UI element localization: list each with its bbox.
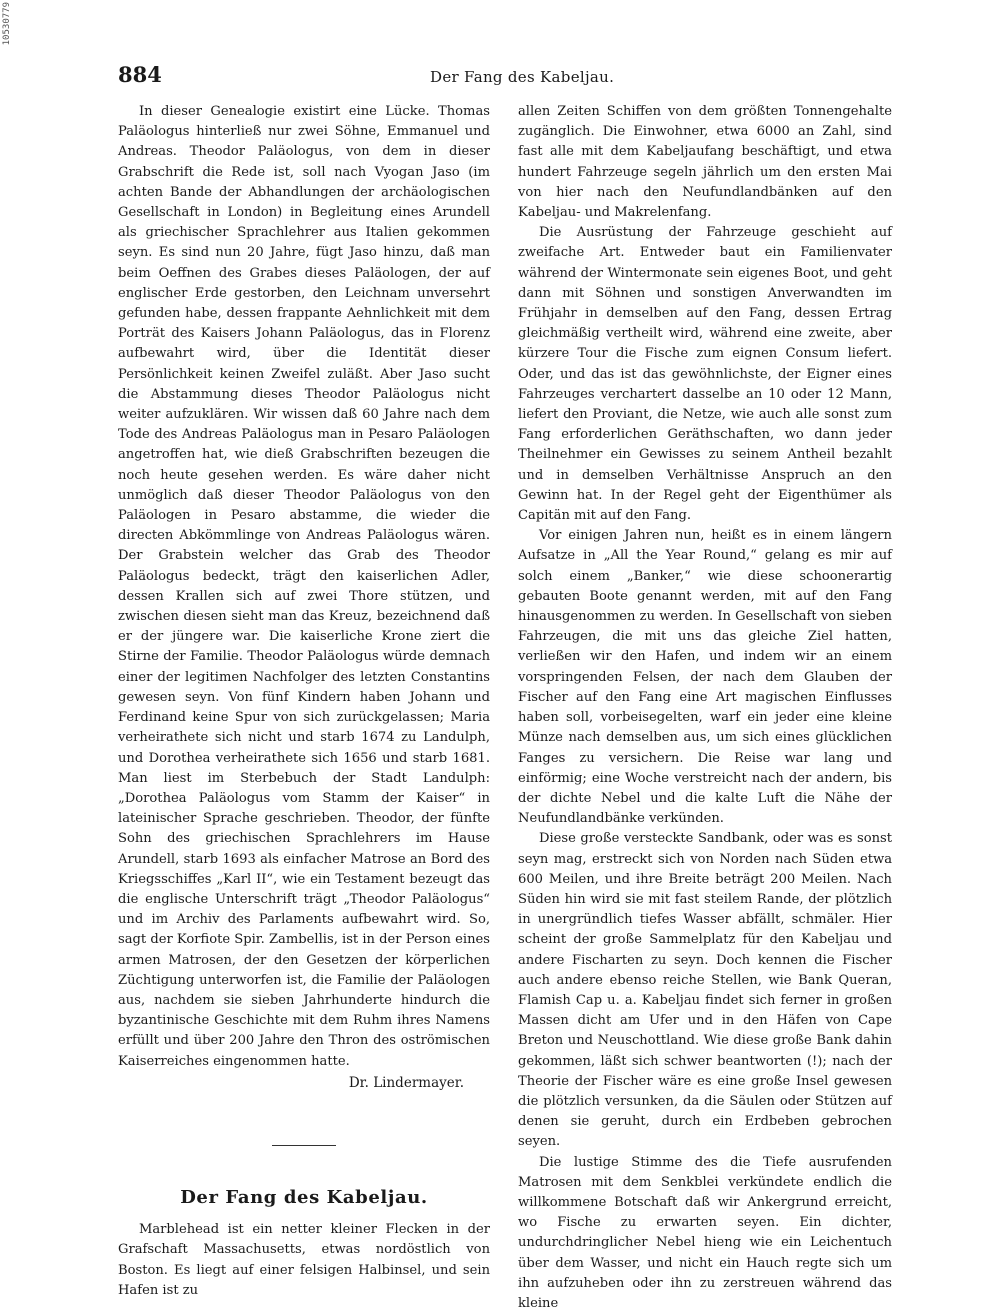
running-title: Der Fang des Kabeljau. bbox=[430, 68, 615, 86]
section-divider bbox=[272, 1145, 336, 1146]
article-title: Der Fang des Kabeljau. bbox=[180, 1186, 428, 1208]
left-paragraph-1: In dieser Genealogie existirt eine Lücke. Thomas Paläologus hinterließ nur zwei Söhne, Emmanuel und Andreas. Theodor Paläologus, von dem in dieser Grabschrift die Rede ist, soll nach Vyogan Jaso (im achten Bande der Abhandlungen der archäologischen Gesellschaft in London) in Begleitung eines Arundell als griechischer Sprachlehrer aus Italien gekommen seyn. Es sind nun 20 Jahre, fügt Jaso hinzu, daß man beim Oeffnen des Grabes dieses Paläologen, der auf englischer Erde gestorben, den Leichnam unversehrt gefunden habe, dessen frappante Aehnlichkeit mit dem Porträt des Kaisers Johann Paläologus, das in Florenz aufbewahrt wird, über die Identität dieser Persönlichkeit keinen Zweifel zuläßt. Aber Jaso sucht die Abstammung dieses Theodor Paläologus nicht weiter aufzuklären. Wir wissen daß 60 Jahre nach dem Tode des Andreas Paläologus man in Pesaro Paläologen angetroffen hat, wie dieß Grabschriften bezeugen die noch heute gesehen werden. Es wäre daher nicht unmöglich daß dieser Theodor Paläologus von den Paläologen in Pesaro abstamme, die wieder die directen Abkömmlinge von Andreas Paläologus wären. Der Grabstein welcher das Grab des Theodor Paläologus bedeckt, trägt den kaiserlichen Adler, dessen Krallen sich auf zwei Thore stützen, und zwischen diesen sieht man das Kreuz, bezeichnend daß er der jüngere war. Die kaiserliche Krone ziert die Stirne der Familie. Theodor Paläologus würde demnach einer der legitimen Nachfolger des letzten Constantins gewesen seyn. Von fünf Kindern haben Johann und Ferdinand keine Spur von sich zurückgelassen; Maria verheirathete sich nicht und starb 1674 zu Landulph, und Dorothea verheirathete sich 1656 und starb 1681. Man liest im Sterbebuch der Stadt Landulph: „Dorothea Paläologus vom Stamm der Kaiser“ in lateinischer Sprache geschrieben. Theodor, der fünfte Sohn des griechischen Sprachlehrers im Hause Arundell, starb 1693 als einfacher Matrose an Bord des Kriegsschiffes „Karl II“, wie ein Testament bezeugt das die englische Unterschrift trägt „Theodor Paläologus“ und im Archiv des Parlaments aufbewahrt wird. So, sagt der Korfiote Spir. Zambellis, ist in der Person eines armen Matrosen, der den Gesetzen der körperlichen Züchtigung unterworfen ist, die Familie der Paläologen aus, nachdem sie sieben Jahrhunderte hindurch die byzantinische Geschichte mit dem Ruhm ihres Namens erfüllt und über 200 Jahre den Thron des oströmischen Kaiserreiches eingenommen hatte. bbox=[118, 104, 490, 1069]
right-paragraph-3: Vor einigen Jahren nun, heißt es in einem längern Aufsatze in „All the Year Round,“ gelang es mir auf solch einem „Banker,“ wie diese schoonerartig gebauten Boote genannt werden, mit auf den Fang hinausgenommen zu werden. In Gesellschaft von sieben Fahrzeugen, die mit uns das gleiche Ziel hatten, verließen wir den Hafen, und indem wir an einem vorspringenden Felsen, der nach dem Glauben der Fischer auf den Fang eine Art magischen Einflusses haben soll, vorbeisegelten, warf ein jeder eine kleine Münze nach demselben aus, um sich eines glücklichen Fanges zu versichern. Die Reise war lang und einförmig; eine Woche verstreicht nach der andern, bis der dichte Nebel und die kalte Luft die Nähe der Neufundlandbänke verkünden. bbox=[518, 528, 892, 827]
left-column bbox=[118, 102, 490, 1301]
right-paragraph-5: Die lustige Stimme des die Tiefe ausrufenden Matrosen mit dem Senkblei verkündete endlich die willkommene Botschaft daß wir Ankergrund erreicht, wo Fische zu erwarten seyen. Ein dichter, undurchdringlicher Nebel hieng wie ein Leichentuch über dem Wasser, und nicht ein Hauch regte sich um ihn aufzuheben oder ihn zu zerstreuen während das kleine bbox=[518, 1154, 892, 1311]
right-paragraph-1: allen Zeiten Schiffen von dem größten Tonnengehalte zugänglich. Die Einwohner, etwa 6000 an Zahl, sind fast alle mit dem Kabeljaufang beschäftigt, und etwa hundert Fahrzeuge segeln jährlich um den ersten Mai von hier nach den Neufundlandbänken auf den Kabeljau- und Makrelenfang. bbox=[518, 104, 892, 221]
scan-id: 10530779 bbox=[2, 2, 12, 46]
right-paragraph-4: Diese große versteckte Sandbank, oder was es sonst seyn mag, erstreckt sich von Norden nach Süden etwa 600 Meilen, und ihre Breite beträgt 200 Meilen. Nach Süden hin wird sie mit fast steilem Rande, der plötzlich in unergründlich tiefes Wasser abfällt, schmäler. Hier scheint der große Sammelplatz für den Kabeljau und andere Fischarten zu seyn. Doch kennen die Fischer auch andere ebenso reiche Stellen, wie Bank Queran, Flamish Cap u. a. Kabeljau findet sich ferner in großen Massen dicht am Ufer und in den Häfen von Cape Breton und Neuschottland. Wie diese große Bank dahin gekommen, läßt sich schwer beantworten (!); nach der Theorie der Fischer wäre es eine große Insel gewesen die plötzlich versunken, da die Säulen oder Stützen auf denen sie geruht, durch ein Erdbeben gebrochen seyen. bbox=[518, 831, 892, 1150]
article-paragraph-1: Marblehead ist ein netter kleiner Flecken in der Grafschaft Massachusetts, etwas nordöstlich von Boston. Es liegt auf einer felsigen Halbinsel, und sein Hafen ist zu bbox=[118, 1222, 490, 1298]
right-paragraph-2: Die Ausrüstung der Fahrzeuge geschieht auf zweifache Art. Entweder baut ein Familienvater während der Wintermonate sein eigenes Boot, und geht dann mit Söhnen und sonstigen Anverwandten im Frühjahr in demselben auf den Fang, dessen Ertrag gleichmäßig vertheilt wird, während eine zweite, aber kürzere Tour die Fische zum eignen Consum liefert. Oder, und das ist das gewöhnlichste, der Eigner eines Fahrzeuges verchartert dasselbe an 10 oder 12 Mann, liefert den Proviant, die Netze, wie auch alle sonst zum Fang erforderlichen Geräthschaften, wo dann jeder Theilnehmer ein Gewisses zu seinem Antheil bezahlt und in demselben Verhältnisse Anspruch an den Gewinn hat. In der Regel geht der Eigenthümer als Capitän mit auf den Fang. bbox=[518, 225, 892, 524]
right-column bbox=[518, 102, 892, 1314]
page-number: 884 bbox=[118, 62, 162, 87]
author-signature: Dr. Lindermayer. bbox=[348, 1074, 464, 1091]
